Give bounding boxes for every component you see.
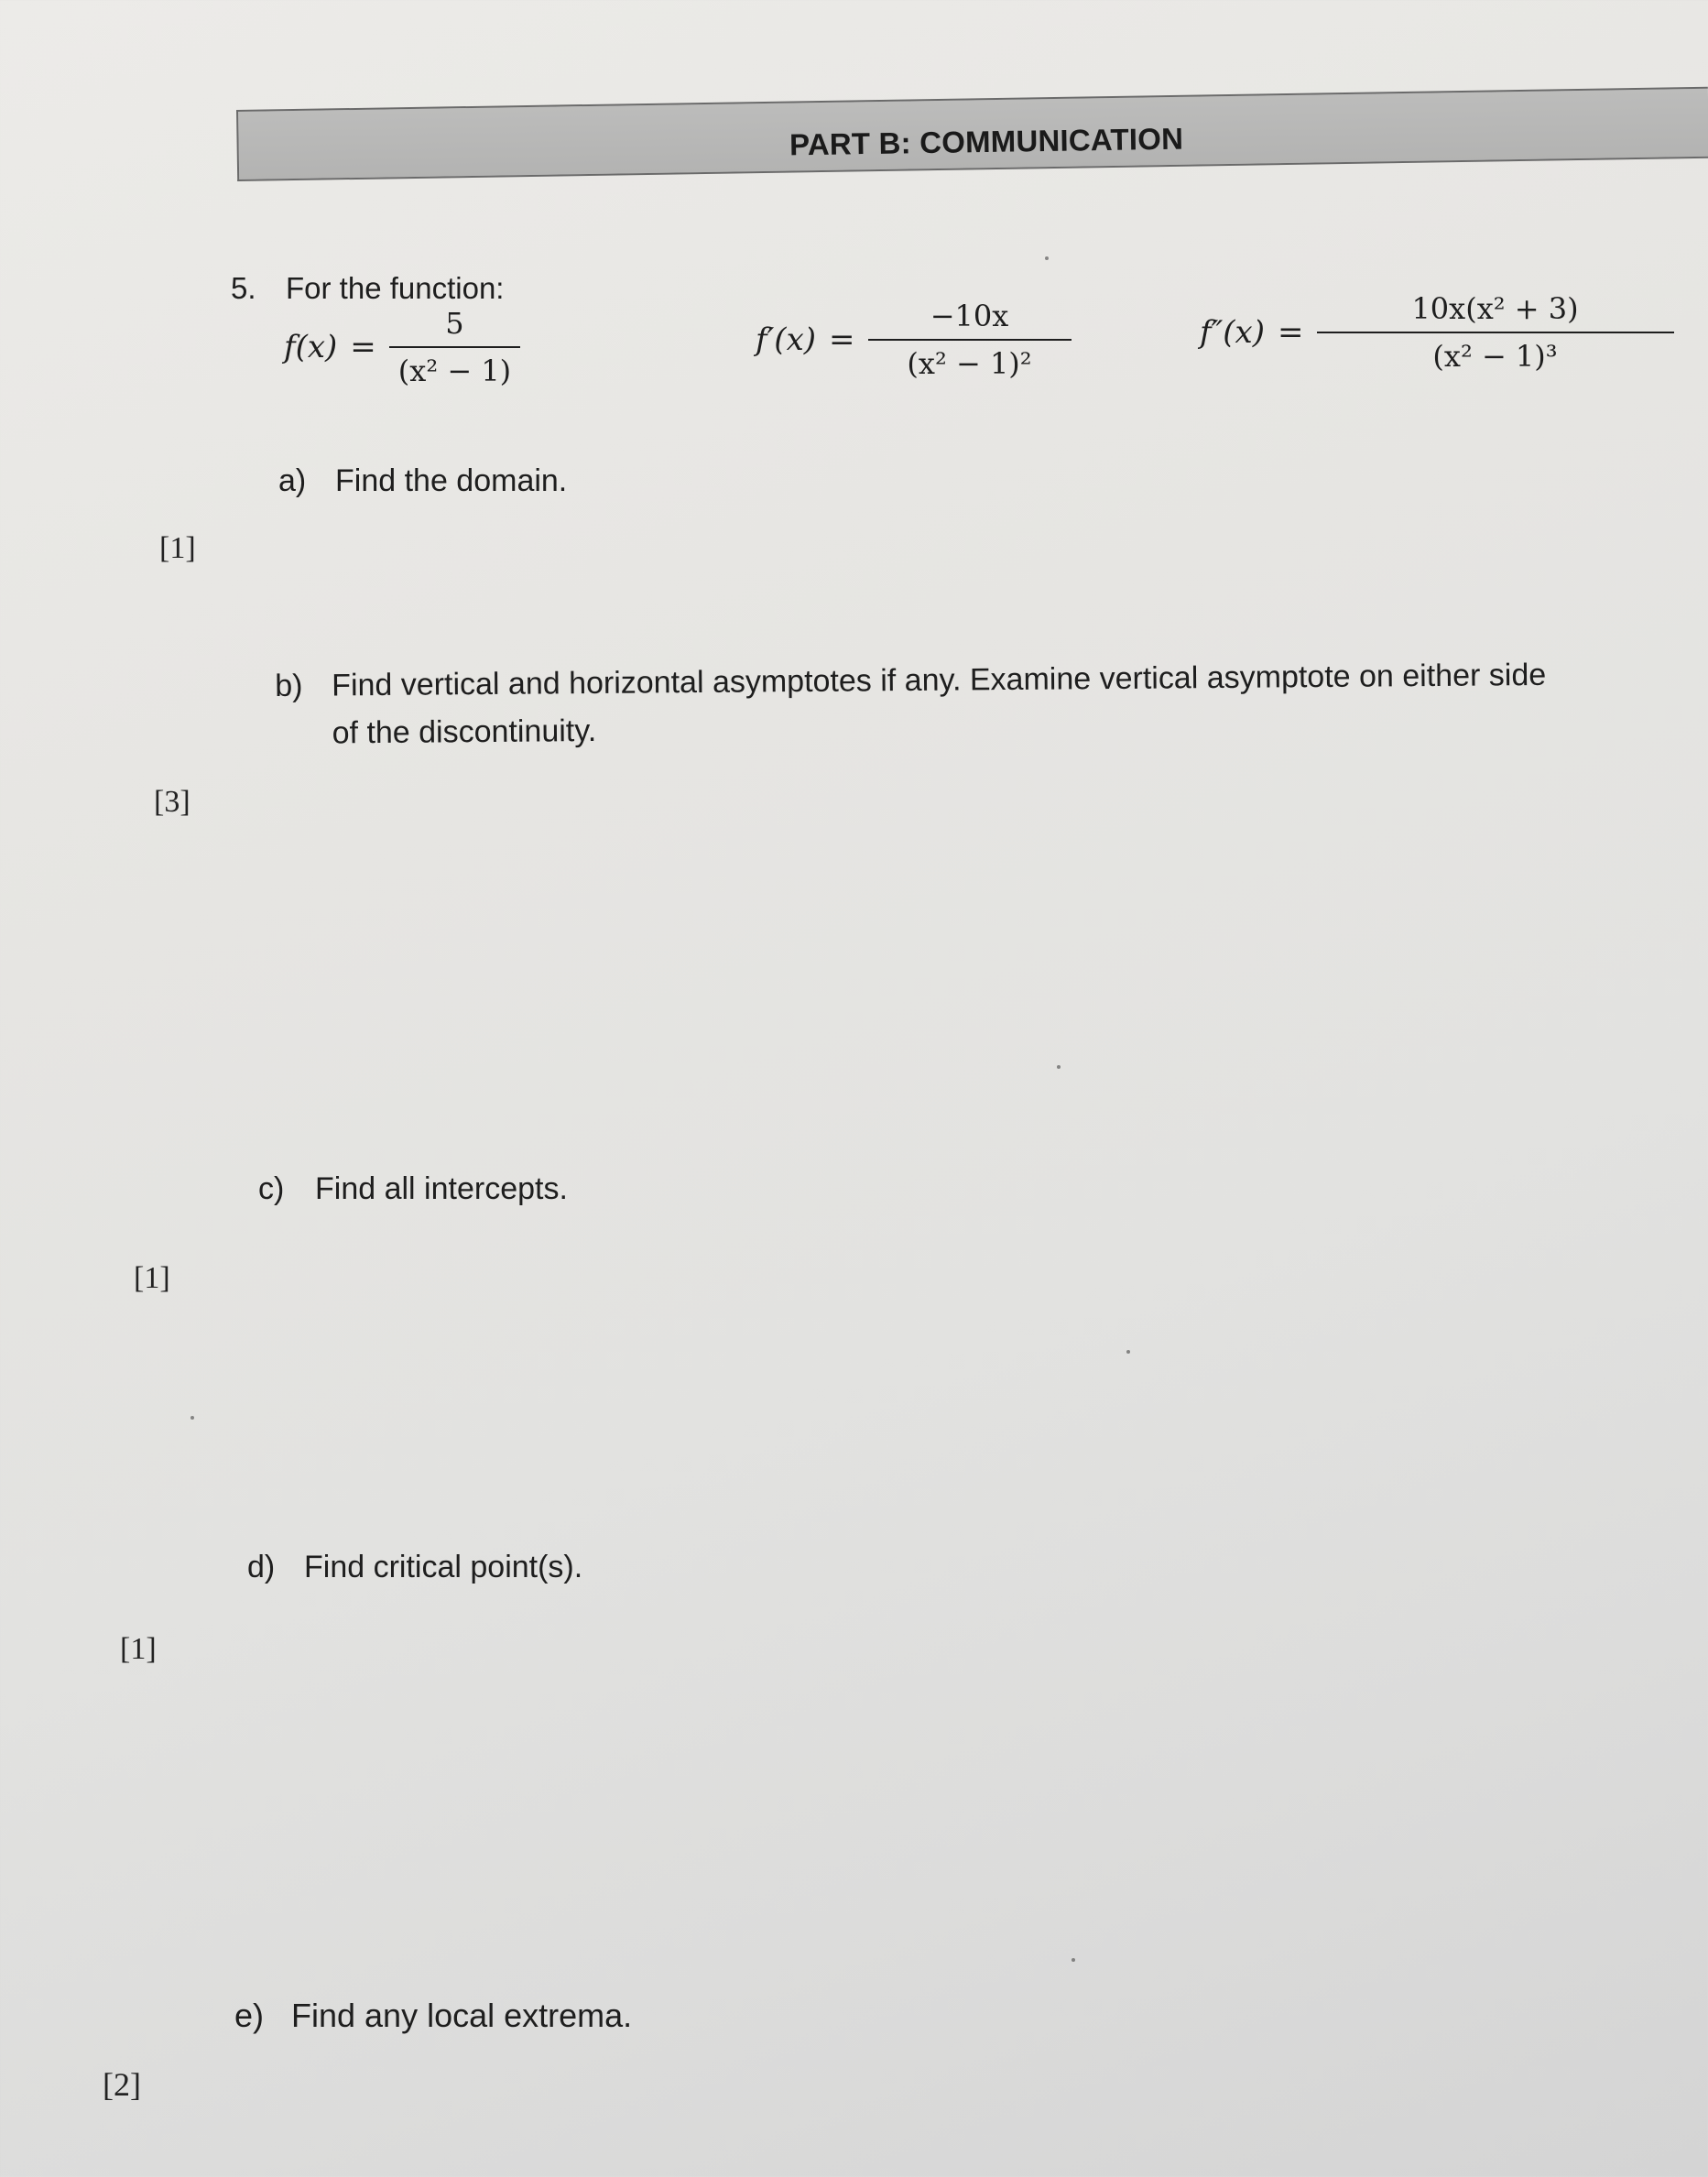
part-prompt: Find critical point(s). bbox=[304, 1550, 583, 1584]
fraction-numerator: −10x bbox=[930, 299, 1009, 333]
equals-sign: = bbox=[1278, 314, 1304, 351]
fraction-denominator: (x² − 1) bbox=[397, 354, 512, 388]
paper-speck bbox=[190, 1416, 194, 1420]
fraction-numerator: 10x(x² + 3) bbox=[1411, 291, 1579, 326]
part-letter: d) bbox=[247, 1550, 276, 1584]
part-prompt: Find the domain. bbox=[335, 463, 568, 498]
paper-speck bbox=[1126, 1350, 1130, 1354]
second-derivative-fraction bbox=[1317, 291, 1674, 374]
part-letter: a) bbox=[278, 463, 307, 498]
marks-label: [1] bbox=[120, 1632, 157, 1666]
part-prompt: Find any local extrema. bbox=[291, 1997, 633, 2034]
fraction-denominator: (x² − 1)² bbox=[907, 346, 1032, 381]
section-header-title: PART B: COMMUNICATION bbox=[789, 121, 1184, 162]
part-prompt: Find all intercepts. bbox=[315, 1171, 568, 1206]
paper-speck bbox=[1072, 1958, 1075, 1962]
second-derivative-equation bbox=[1200, 291, 1674, 374]
marks-label: [2] bbox=[103, 2066, 141, 2103]
fraction-numerator: 5 bbox=[445, 306, 464, 341]
part-letter: c) bbox=[258, 1171, 285, 1206]
part-prompt: Find vertical and horizontal asymptotes if any. Examine vertical asymptote on either side bbox=[332, 657, 1547, 703]
paper-speck bbox=[1045, 256, 1049, 260]
function-equation bbox=[284, 306, 520, 388]
marks-label: [1] bbox=[159, 531, 196, 565]
function-lhs: f(x) bbox=[284, 329, 338, 365]
first-derivative-lhs: f′(x) bbox=[756, 321, 817, 358]
marks-label: [1] bbox=[134, 1261, 170, 1295]
part-letter: e) bbox=[234, 1997, 265, 2034]
function-fraction bbox=[389, 306, 520, 388]
equals-sign: = bbox=[829, 321, 855, 358]
equals-sign: = bbox=[350, 329, 376, 365]
question-number: 5. bbox=[231, 271, 256, 305]
part-prompt-continued: of the discontinuity. bbox=[332, 713, 597, 751]
first-derivative-fraction bbox=[868, 299, 1072, 381]
second-derivative-lhs: f″(x) bbox=[1200, 314, 1265, 351]
fraction-denominator: (x² − 1)³ bbox=[1432, 339, 1558, 374]
marks-label: [3] bbox=[154, 785, 190, 819]
part-letter: b) bbox=[275, 668, 303, 703]
paper-speck bbox=[1057, 1065, 1061, 1069]
first-derivative-equation bbox=[756, 299, 1072, 381]
question-intro: For the function: bbox=[286, 271, 505, 305]
